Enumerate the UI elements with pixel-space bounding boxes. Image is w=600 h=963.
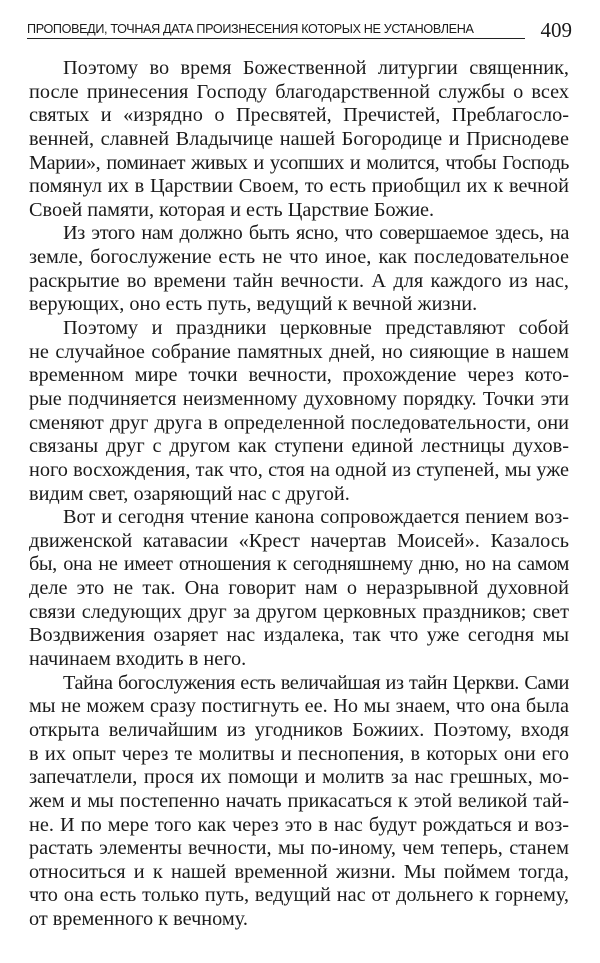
text-line: открыта величайшим из угодников Божиих. Поэтому, входя (29, 718, 569, 741)
text-line: помянул их в Царствии Своем, то есть приобщил их к вечной (29, 175, 569, 198)
text-line: раскрытие во времени тайн вечности. А для каждого из нас, (29, 269, 569, 292)
text-line: Поэтому во время Божественной литургии священник, (63, 57, 569, 79)
text-line: относиться и к нашей временной жизни. Мы поймем тогда, (29, 860, 569, 883)
text-line: не. И по мере того как через это в нас будут рождаться и воз- (29, 813, 569, 836)
text-line: видим свет, озаряющий нас с другой. (29, 482, 350, 505)
running-header (27, 18, 572, 44)
text-line: деле это не так. Она говорит нам о неразрывной духовной (29, 577, 569, 600)
page-number: 409 (540, 18, 572, 42)
text-line: Марии», поминает живых и усопших и молится, чтобы Господь (29, 151, 569, 174)
text-line: венней, славней Владычице нашей Богородице и Приснодеве (29, 127, 569, 150)
paragraph (29, 222, 569, 317)
text-line: Из этого нам должно быть ясно, что совершаемое здесь, на (63, 222, 569, 245)
paragraph (29, 317, 569, 506)
text-line: не случайное собрание памятных дней, но сияющие в нашем (29, 340, 569, 363)
body-text (29, 57, 569, 932)
text-line: движенской катавасии «Крест начертав Моисей». Казалось (29, 529, 569, 552)
text-line: Своей памяти, которая и есть Царствие Божие. (29, 198, 435, 221)
text-line: запечатлели, прося их помощи и молитв за нас грешных, мо- (29, 766, 569, 789)
text-line: связаны друг с другом как ступени единой лестницы духов- (29, 435, 569, 458)
text-line: связи следующих друг за другом церковных праздников; свет (29, 600, 569, 623)
paragraph (29, 506, 569, 671)
text-line: Вот и сегодня чтение канона сопровождается пением воз- (63, 506, 569, 529)
text-line: Тайна богослужения есть величайшая из тайн Церкви. Сами (63, 671, 569, 694)
running-title: ПРОПОВЕДИ, ТОЧНАЯ ДАТА ПРОИЗНЕСЕНИЯ КОТОРЫХ НЕ УСТАНОВЛЕНА (27, 22, 525, 39)
text-line: рые подчиняется неизменному духовному порядку. Точки эти (29, 387, 569, 410)
text-line: жем и мы постепенно начать прикасаться к этой великой тай- (29, 789, 569, 812)
text-line: Воздвижения озаряет нас издалека, так что уже сегодня мы (29, 624, 569, 647)
text-line: от временного к вечному. (29, 908, 248, 931)
text-line: после принесения Господу благодарственной службы о всех (29, 80, 569, 103)
text-line: что она есть только путь, ведущий нас от дольнего к горнему, (29, 884, 569, 907)
paragraph (29, 57, 569, 222)
text-line: растать элементы вечности, мы по-иному, чем теперь, станем (29, 837, 569, 860)
text-line: мы не можем сразу постигнуть ее. Но мы знаем, что она была (29, 695, 569, 718)
paragraph (29, 672, 569, 932)
text-line: бы, она не имеет отношения к сегодняшнему дню, но на самом (29, 553, 569, 576)
text-line: земле, богослужение есть не что иное, как последовательное (29, 246, 569, 269)
text-line: верующих, оно есть путь, ведущий к вечной жизни. (29, 293, 478, 316)
text-line: Поэтому и праздники церковные представляют собой (63, 317, 569, 340)
text-line: начинаем входить в него. (29, 648, 247, 671)
text-line: сменяют друг друга в определенной последовательности, они (29, 411, 569, 434)
text-line: ного восхождения, так что, стоя на одной из ступеней, мы уже (29, 458, 569, 481)
text-line: святых и «изрядно о Пресвятей, Пречистей, Преблагосло- (29, 104, 569, 127)
text-line: в их опыт через те молитвы и песнопения, в которых они его (29, 742, 569, 765)
text-line: временном мире точки вечности, прохождение через кото- (29, 364, 569, 387)
